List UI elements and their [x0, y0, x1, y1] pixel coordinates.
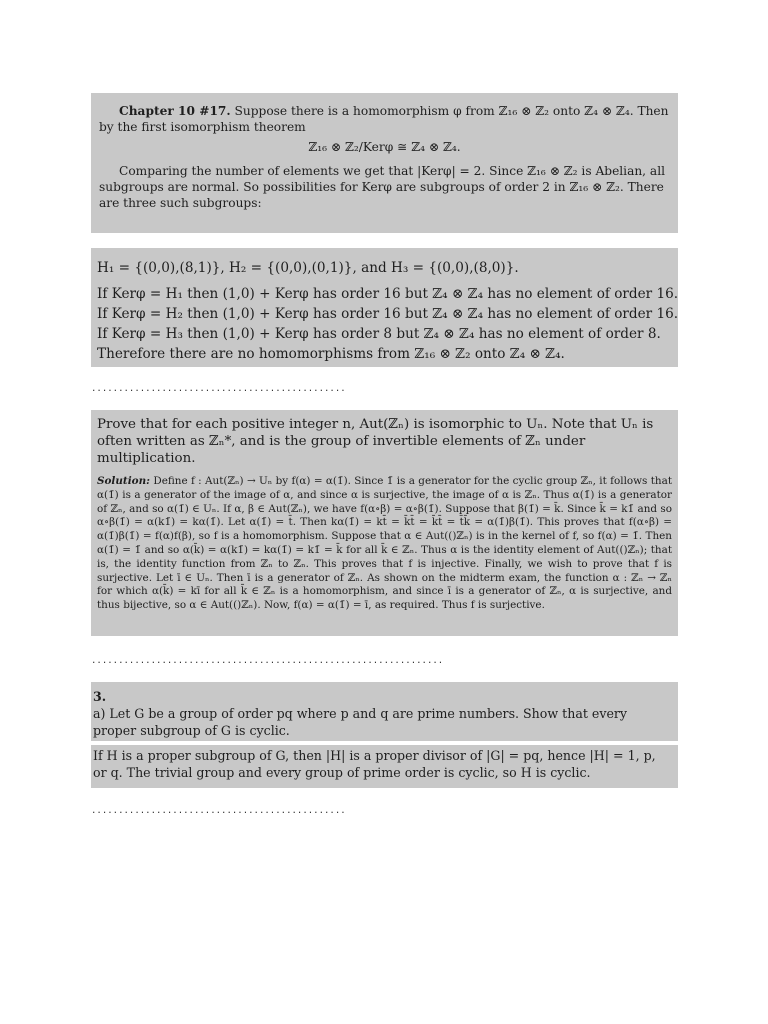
- case-h1: If Kerφ = H₁ then (1,0) + Kerφ has order 16 but ℤ₄ ⊗ ℤ₄ has no element of order 16.: [97, 286, 679, 302]
- automorphism-question: Prove that for each positive integer n, Aut(ℤₙ) is isomorphic to Uₙ. Note that Uₙ is often written as ℤₙ*, and is the group of invertible elements of ℤₙ under multiplication.: [97, 417, 654, 466]
- problem3-question: a) Let G be a group of order pq where p and q are prime numbers. Show that every proper subgroup of G is cyclic.: [93, 706, 628, 738]
- subgroups-block: [91, 248, 678, 367]
- isomorphism-equation: ℤ₁₆ ⊗ ℤ₂/Kerφ ≅ ℤ₄ ⊗ ℤ₄.: [308, 140, 461, 154]
- case-h3: If Kerφ = H₃ then (1,0) + Kerφ has order 8 but ℤ₄ ⊗ ℤ₄ has no element of order 8.: [97, 326, 661, 342]
- problem-intro: [99, 103, 670, 135]
- conclusion: Therefore there are no homomorphisms from ℤ₁₆ ⊗ ℤ₂ onto ℤ₄ ⊗ ℤ₄.: [97, 346, 565, 362]
- problem-heading: Chapter 10 #17.: [119, 104, 231, 118]
- problem3-question-block: [91, 682, 678, 741]
- automorphism-proof-block: [91, 410, 678, 636]
- case-h2: If Kerφ = H₂ then (1,0) + Kerφ has order 16 but ℤ₄ ⊗ ℤ₄ has no element of order 16.: [97, 306, 679, 322]
- solution-text: Define f : Aut(ℤₙ) → Uₙ by f(α) = α(1̄). Since 1̄ is a generator for the cyclic group ℤₙ, it follows that α(1̄) is a generator of the image of α, and since α is surjective, the image of α is ℤₙ. Thus α(1̄) is a generator of ℤₙ, and so α(1̄) ∈ Uₙ. If α, β ∈ Aut(ℤₙ), we have f(α∘β) = α∘β(1̄). Suppose that β(1̄) = k̄. Since k̄ = k1̄ and so α∘β(1̄) = α(k1̄) = kα(1̄). Let α(1̄) = t̄. Then kα(1̄) = kt̄ = k̄t̄ = k̄t̄ = t̄k̄ = α(1̄)β(1̄). This proves that f(α∘β) = α(1̄)β(1̄) = f(α)f(β), so f is a homomorphism. Suppose that α ∈ Aut(()ℤₙ) is in the kernel of f, so f(α) = 1̄. Then α(1̄) = 1̄ and so α(k̄) = α(k1̄) = kα(1̄) = k1̄ = k̄ for all k̄ ∈ ℤₙ. Thus α is the identity element of Aut(()ℤₙ); that is, the identity function from ℤₙ to ℤₙ. This proves that f is injective. Finally, we wish to prove that f is surjective. Let ī ∈ Uₙ. Then ī is a generator of ℤₙ. As shown on the midterm exam, the function α : ℤₙ → ℤₙ for which α(k̄) = kī for all k̄ ∈ ℤₙ is a homomorphism, and since ī is a generator of ℤₙ, α is surjective, and thus bijective, so α ∈ Aut(()ℤₙ). Now, f(α) = α(1̄) = ī, as required. Thus f is surjective.: [97, 475, 672, 612]
- chapter10-problem17-block: [91, 93, 678, 233]
- problem3-answer: If H is a proper subgroup of G, then |H| is a proper divisor of |G| = pq, hence |H| = 1, p, or q. The trivial group and every group of prime order is cyclic, so H is cyclic.: [93, 748, 656, 780]
- problem-number: 3.: [93, 689, 107, 704]
- problem3-answer-block: [91, 745, 678, 788]
- comparison-paragraph: Comparing the number of elements we get that |Kerφ| = 2. Since ℤ₁₆ ⊗ ℤ₂ is Abelian, all subgroups are normal. So possibilities for Kerφ are subgroups of order 2 in ℤ₁₆ ⊗ ℤ₂. There are three such subgroups:: [99, 164, 665, 210]
- separator-dots: ...............................................: [91, 384, 346, 394]
- automorphism-solution: [97, 475, 672, 613]
- subgroups-definition: H₁ = {(0,0),(8,1)}, H₂ = {(0,0),(0,1)}, and H₃ = {(0,0),(8,0)}.: [97, 260, 519, 276]
- problem-intro-text: Suppose there is a homomorphism φ from ℤ₁₆ ⊗ ℤ₂ onto ℤ₄ ⊗ ℤ₄. Then by the first isomorphism theorem: [99, 104, 669, 134]
- separator-dots: .................................................................: [91, 656, 444, 666]
- separator-dots: ...............................................: [91, 806, 346, 816]
- solution-label: Solution:: [97, 475, 151, 487]
